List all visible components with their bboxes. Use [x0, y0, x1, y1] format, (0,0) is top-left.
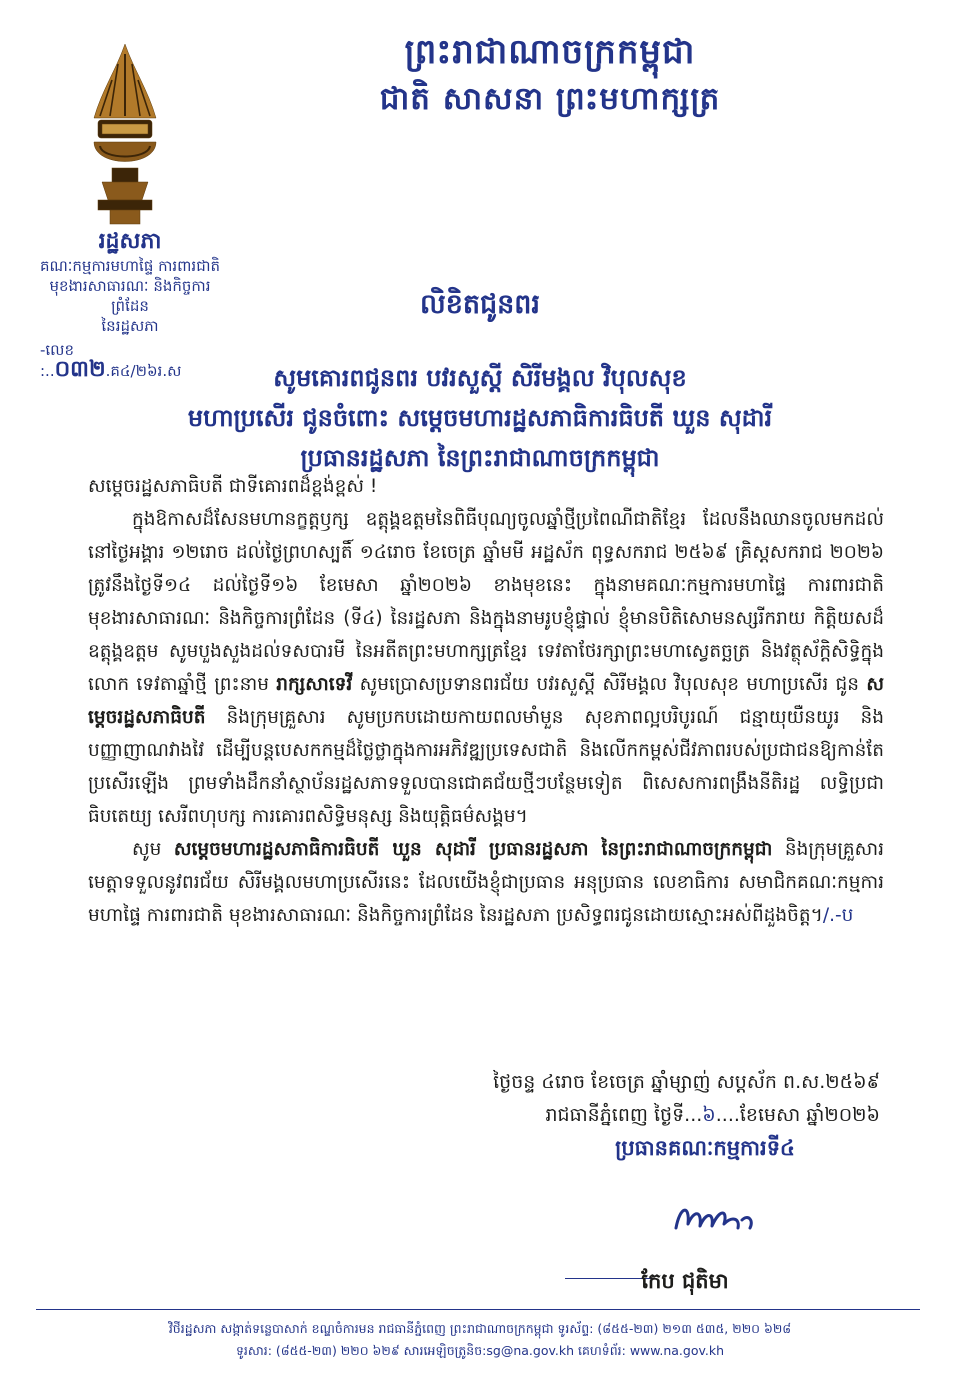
ref-number: ០៣២ — [54, 357, 106, 382]
closing-mark: /.- — [822, 905, 842, 926]
addressee-line-3: ប្រធានរដ្ឋសភា នៃព្រះរាជាណាចក្រកម្ពុជា — [300, 444, 660, 472]
paragraph-2 — [88, 833, 884, 932]
addressee-block — [150, 358, 810, 478]
paragraph-1-text-a: ក្នុងឱកាសដ៏សែនមហានក្ខត្តឫក្ស ឧត្តុង្គឧត្តមនៃពិធីបុណ្យចូលឆ្នាំថ្មីប្រពៃណីជាតិខ្មែរ ដែលនឹងឈានចូលមកដល់នៅថ្ងៃអង្គារ ១២រោច ដល់ថ្ងៃព្រហស្បតិ៍ ១៤រោច ខែចេត្រ ឆ្នាំមមី អដ្ឋស័ក ពុទ្ធសករាជ ២៥៦៩ គ្រិស្តសករាជ ២០២៦ ត្រូវនឹងថ្ងៃទី១៤ ដល់ថ្ងៃទី១៦ ខែមេសា ឆ្នាំ២០២៦ ខាងមុខនេះ ក្នុងនាមគណៈកម្មការមហាផ្ទៃ ការពារជាតិ មុខងារសាធារណៈ និងកិច្ចការព្រំដែន (ទី៤) នៃរដ្ឋសភា និងក្នុងនាមរូបខ្ញុំផ្ទាល់ ខ្ញុំមានបិតិសោមនស្សរីករាយ កិត្តិយសដ៏ឧត្តុង្គឧត្តម សូមបួងសួងដល់ទសបារមី នៃអតីតព្រះមហាក្សត្រខ្មែរ ទេវតាថែរក្សាព្រះមហាស្វេតច្ឆត្រ និងវត្ថុស័ក្តិសិទ្ធិក្នុងលោក ទេវតាឆ្នាំថ្មី ព្រះនាម — [88, 509, 884, 695]
national-motto: ជាតិ សាសនា ព្រះមហាក្សត្រ — [379, 81, 721, 117]
footer-address: វិថីរដ្ឋសភា សង្កាត់ទន្លេបាសាក់ ខណ្ឌចំការមន រាជធានីភ្នំពេញ ព្រះរាជាណាចក្រកម្ពុជា ទូរស័ព្ទ: (៨៥៥-២៣) ២១៣ ៥៣៥, ២២០ ៦២៨ — [168, 1321, 792, 1336]
paragraph-1-text-c: និងក្រុមគ្រួសារ សូមប្រកបដោយកាយពលមាំមួន សុខភាពល្អបរិបូរណ៍ ជន្មាយុយឺនយូរ និងបញ្ញាញាណវាងវៃ ដើម្បីបន្តបេសកកម្មដ៏ថ្លៃថ្លាក្នុងការអភិវឌ្ឍប្រទេសជាតិ និងលើកកម្ពស់ជីវភាពរបស់ប្រជាជនឱ្យកាន់តែប្រសើរឡើង ព្រមទាំងដឹកនាំស្ថាប័នរដ្ឋសភាទទួលបានជោគជ័យថ្មីៗបន្ថែមទៀត ពិសេសការពង្រឹងនីតិរដ្ឋ លទ្ធិប្រជាធិបតេយ្យ សេរីពហុបក្ស ការគោរពសិទ្ធិមនុស្ស និងយុត្តិធម៌សង្គម។ — [88, 707, 884, 827]
kingdom-header: ព្រះរាជាណាចក្រកម្ពុជា — [404, 32, 696, 72]
paragraph-2-text-b: និងក្រុមគ្រួសារ មេត្តាទទួលនូវពរជ័យ សិរីមង្គលមហាប្រសើរនេះ ដែលយើងខ្ញុំជាប្រធាន អនុប្រធាន លេខាធិការ សមាជិកគណៈកម្មការមហាផ្ទៃ ការពារជាតិ មុខងារសាធារណៈ និងកិច្ចការព្រំដែន នៃរដ្ឋសភា ប្រសិទ្ធពរជូនដោយស្មោះអស់ពីដួងចិត្ត។ — [88, 839, 884, 926]
paragraph-2-text-a: សូម — [132, 839, 174, 860]
place-date-b: ....ខែមេសា ឆ្នាំ២០២៦ — [715, 1104, 880, 1126]
recipient-full-title: សម្តេចមហារដ្ឋសភាធិការធិបតី ឃួន សុដារី ប្រធានរដ្ឋសភា នៃព្រះរាជាណាចក្រកម្ពុជា — [173, 839, 773, 860]
paragraph-1-text-b: សូមប្រោសប្រទានពរជ័យ បវរសួស្តី សិរីមង្គល វិបុលសុខ មហាប្រសើរ ជូន — [352, 674, 867, 695]
institution-name: រដ្ឋសភា — [98, 229, 162, 254]
addressee-line-1: សូមគោរពជូនពរ បវរសួស្តី សិរីមង្គល វិបុលសុខ — [273, 364, 687, 392]
letter-body — [88, 470, 884, 932]
commission-line-1: គណៈកម្មការមហាផ្ទៃ ការពារជាតិ — [40, 257, 220, 275]
closing-block — [420, 1066, 880, 1165]
paragraph-1 — [88, 503, 884, 833]
document-heading: លិខិតជូនពរ — [420, 289, 540, 320]
lunar-date: ថ្ងៃចន្ទ ៤រោច ខែចេត្រ ឆ្នាំម្សាញ់ សប្តស័ក ព.ស.២៥៦៩ — [493, 1071, 880, 1093]
signatory-name: កែប ជុតិមា — [641, 1269, 729, 1293]
footer — [60, 1318, 900, 1362]
ref-prefix: -លេខ :.. — [40, 341, 74, 380]
place-date-a: រាជធានីភ្នំពេញ ថ្ងៃទី... — [545, 1104, 703, 1126]
closing-mark-tail: ប — [841, 905, 854, 926]
salutation: សម្តេចរដ្ឋសភាធិបតី ជាទីគោរពដ៏ខ្ពង់ខ្ពស់ ! — [88, 476, 378, 497]
place-date — [420, 1099, 880, 1132]
ref-suffix: .គ៤/២៦រ.ស — [105, 362, 182, 380]
addressee-line-2: មហាប្រសើរ ជូនចំពោះ សម្តេចមហារដ្ឋសភាធិការធិបតី ឃួន សុដារី — [187, 404, 773, 432]
signatory-title: ប្រធានគណៈកម្មការទី៤ — [615, 1136, 795, 1160]
commission-line-3: នៃរដ្ឋសភា — [101, 317, 159, 335]
handwritten-day: ៦ — [702, 1104, 716, 1126]
footer-divider — [36, 1309, 920, 1310]
handwritten-signature — [668, 1198, 768, 1238]
commission-line-2: មុខងារសាធារណៈ និងកិច្ចការព្រំដែន — [49, 277, 211, 315]
deity-name: រាក្សសាទេវី — [276, 674, 353, 695]
footer-contact: ទូរសារ: (៨៥៥-២៣) ២២០ ៦២៩ សារអេឡិចត្រូនិច:sg@na.gov.kh គេហទំព័រ: www.na.gov.kh — [235, 1343, 725, 1358]
recipient-title: សម្តេចរដ្ឋសភាធិបតី — [88, 674, 884, 728]
national-assembly-emblem — [72, 40, 178, 230]
